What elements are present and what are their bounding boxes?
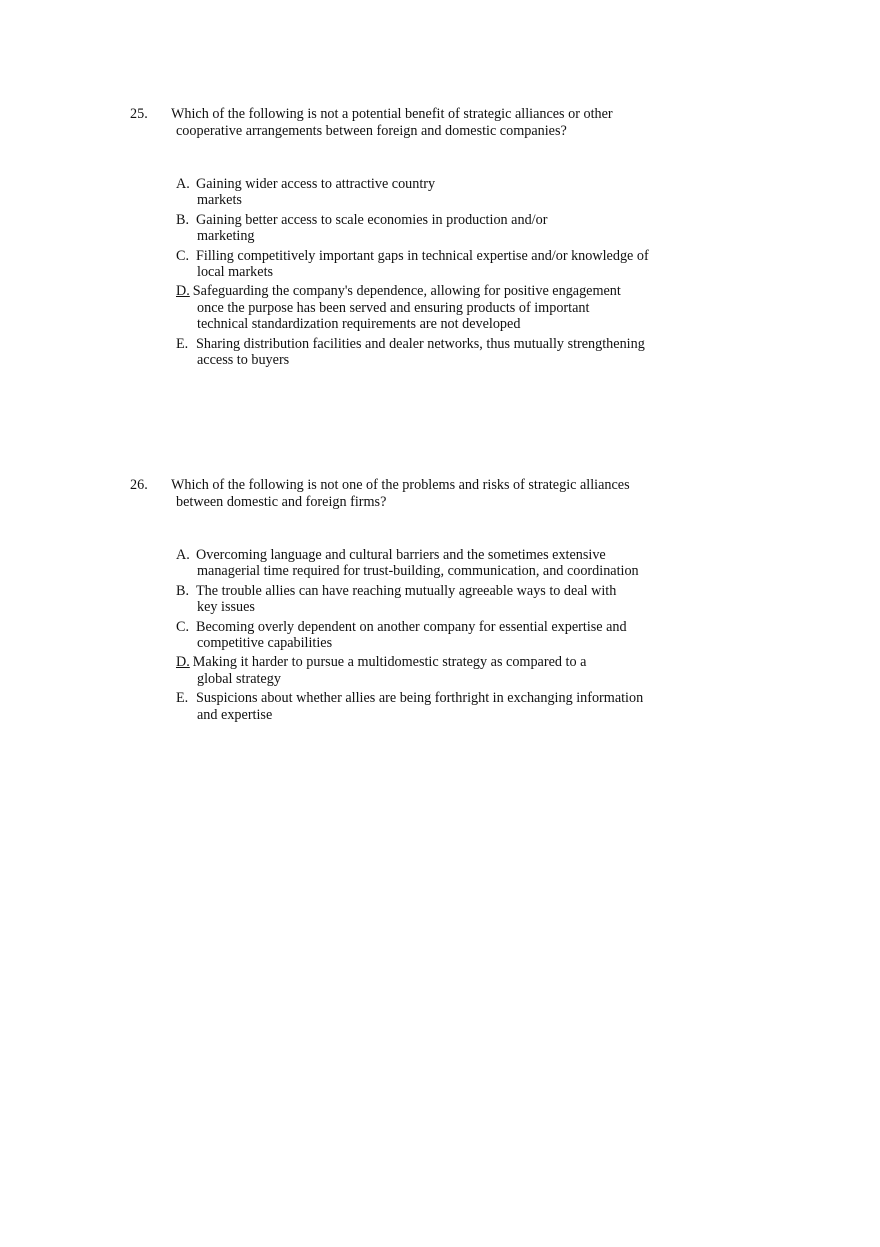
- question-text-line-1: Which of the following is not one of the problems and risks of strategic alliances: [171, 477, 630, 493]
- answer-options: [176, 176, 676, 371]
- option-text-continued: and expertise: [197, 706, 273, 723]
- option-text-continued: technical standardization requirements are not developed: [197, 316, 521, 333]
- option-d-correct: [176, 654, 676, 687]
- option-letter: B.: [176, 211, 190, 228]
- question-text-line-1: Which of the following is not a potential benefit of strategic alliances or other: [171, 106, 613, 122]
- option-a: [176, 547, 676, 580]
- question-text-line-2: cooperative arrangements between foreign and domestic companies?: [176, 123, 567, 139]
- option-letter: C.: [176, 618, 190, 635]
- option-text: Gaining wider access to attractive country: [196, 176, 436, 192]
- option-letter: A.: [176, 176, 190, 192]
- option-letter-correct: D.: [176, 283, 190, 300]
- question-text-line-2: between domestic and foreign firms?: [176, 494, 387, 510]
- option-b: [176, 583, 676, 616]
- option-c: [176, 248, 676, 281]
- option-letter: E.: [176, 335, 189, 352]
- option-text-continued: competitive capabilities: [197, 635, 333, 652]
- option-text-continued: key issues: [197, 599, 255, 616]
- option-text: Gaining better access to scale economies in production and/or: [196, 211, 548, 228]
- option-text: The trouble allies can have reaching mutually agreeable ways to deal with: [196, 582, 617, 599]
- option-letter-correct: D.: [176, 654, 190, 671]
- option-text: Overcoming language and cultural barriers and the sometimes extensive: [196, 547, 606, 563]
- option-text-continued: markets: [197, 192, 242, 209]
- option-text: Becoming overly dependent on another company for essential expertise and: [196, 618, 627, 635]
- option-text: Sharing distribution facilities and dealer networks, thus mutually strengthening: [196, 335, 645, 352]
- option-text: Safeguarding the company's dependence, allowing for positive engagement: [192, 283, 621, 300]
- option-text: Making it harder to pursue a multidomestic strategy as compared to a: [192, 654, 587, 671]
- option-a: [176, 176, 676, 209]
- question-number: 25.: [130, 106, 148, 122]
- option-e: [176, 690, 676, 723]
- option-letter: C.: [176, 247, 190, 264]
- option-text-continued: once the purpose has been served and ensuring products of important: [197, 299, 590, 316]
- option-d-correct: [176, 283, 676, 332]
- option-letter: B.: [176, 582, 190, 599]
- question-number: 26.: [130, 477, 148, 493]
- option-letter: E.: [176, 690, 189, 707]
- option-text-continued: managerial time required for trust-building, communication, and coordination: [197, 563, 639, 580]
- option-e: [176, 336, 676, 369]
- option-c: [176, 619, 676, 652]
- option-text-continued: access to buyers: [197, 352, 290, 369]
- option-text-continued: marketing: [197, 228, 255, 245]
- option-text: Filling competitively important gaps in technical expertise and/or knowledge of: [196, 247, 649, 264]
- option-text-continued: global strategy: [197, 670, 281, 687]
- option-letter: A.: [176, 547, 190, 563]
- option-text-continued: local markets: [197, 264, 274, 281]
- answer-options: [176, 547, 676, 726]
- option-text: Suspicions about whether allies are being forthright in exchanging information: [196, 690, 644, 707]
- option-b: [176, 212, 676, 245]
